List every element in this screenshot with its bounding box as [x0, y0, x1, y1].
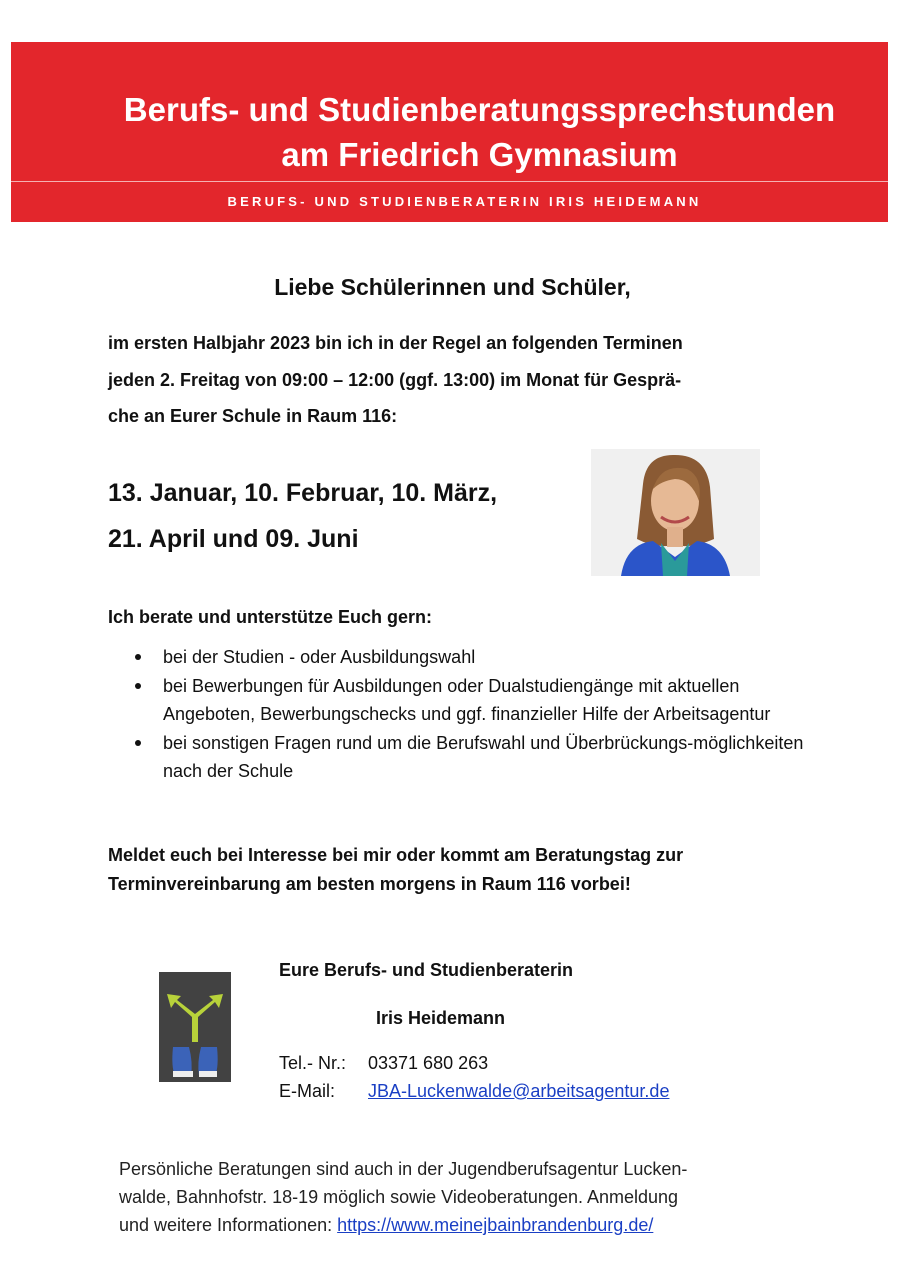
intro-line: jeden 2. Freitag von 09:00 – 12:00 (ggf. 13:00) im Monat für Gesprä- — [108, 369, 682, 390]
intro-line: im ersten Halbjahr 2023 bin ich in der Regel an folgenden Terminen — [108, 333, 683, 353]
email-link[interactable]: JBA-Luckenwalde@arbeitsagentur.de — [368, 1081, 670, 1101]
dates-line: 13. Januar, 10. Februar, 10. März, — [108, 479, 498, 507]
email-row — [279, 1081, 669, 1102]
advisor-photo — [591, 449, 760, 576]
offer-list — [108, 643, 808, 786]
header-banner — [11, 42, 888, 222]
offer-heading: Ich berate und unterstütze Euch gern: — [108, 607, 433, 627]
website-link[interactable]: https://www.meinejbainbrandenburg.de/ — [337, 1215, 654, 1235]
list-item: bei sonstigen Fragen rund um die Berufswahl und Überbrückungs-möglichkeiten nach der Schule — [108, 729, 808, 786]
email-label: E-Mail: — [279, 1081, 336, 1101]
dates-line: 21. April und 09. Juni — [108, 525, 359, 553]
call-to-action — [108, 841, 808, 899]
page-title — [11, 87, 888, 177]
shoes-arrow-image — [159, 972, 231, 1082]
title-line-1: Berufs- und Studienberatungssprechstunden — [123, 91, 836, 128]
footer-line — [119, 1211, 809, 1239]
consultation-dates — [108, 470, 497, 562]
intro-text — [108, 325, 808, 435]
call-line: Terminvereinbarung am besten morgens in Raum 116 vorbei! — [108, 874, 631, 894]
footer-line: Persönliche Beratungen sind auch in der Jugendberufsagentur Lucken- — [119, 1159, 688, 1179]
footer-line-text: und weitere Informationen: — [119, 1215, 338, 1235]
call-line: Meldet euch bei Interesse bei mir oder kommt am Beratungstag zur — [108, 845, 684, 865]
phone-label: Tel.- Nr.: — [279, 1053, 347, 1073]
advisor-name: Iris Heidemann — [376, 1008, 506, 1028]
intro-line: che an Eurer Schule in Raum 116: — [108, 406, 398, 426]
page-subtitle: BERUFS- UND STUDIENBERATERIN IRIS HEIDEMANN — [227, 194, 702, 209]
footer-line: walde, Bahnhofstr. 18-19 möglich sowie Videoberatungen. Anmeldung — [119, 1187, 679, 1207]
greeting: Liebe Schülerinnen und Schüler, — [274, 274, 631, 300]
phone-row — [279, 1053, 488, 1074]
list-item: bei der Studien - oder Ausbildungswahl — [108, 643, 808, 672]
list-item: bei Bewerbungen für Ausbildungen oder Dualstudiengänge mit aktuellen Angeboten, Bewerbungschecks und ggf. finanzieller Hilfe der Arbeitsagentur — [108, 672, 808, 729]
phone-number: 03371 680 263 — [368, 1053, 489, 1073]
title-line-2: am Friedrich Gymnasium — [281, 136, 678, 173]
footer-note — [119, 1155, 809, 1239]
signature-title: Eure Berufs- und Studienberaterin — [279, 960, 574, 980]
banner-divider — [11, 181, 888, 182]
